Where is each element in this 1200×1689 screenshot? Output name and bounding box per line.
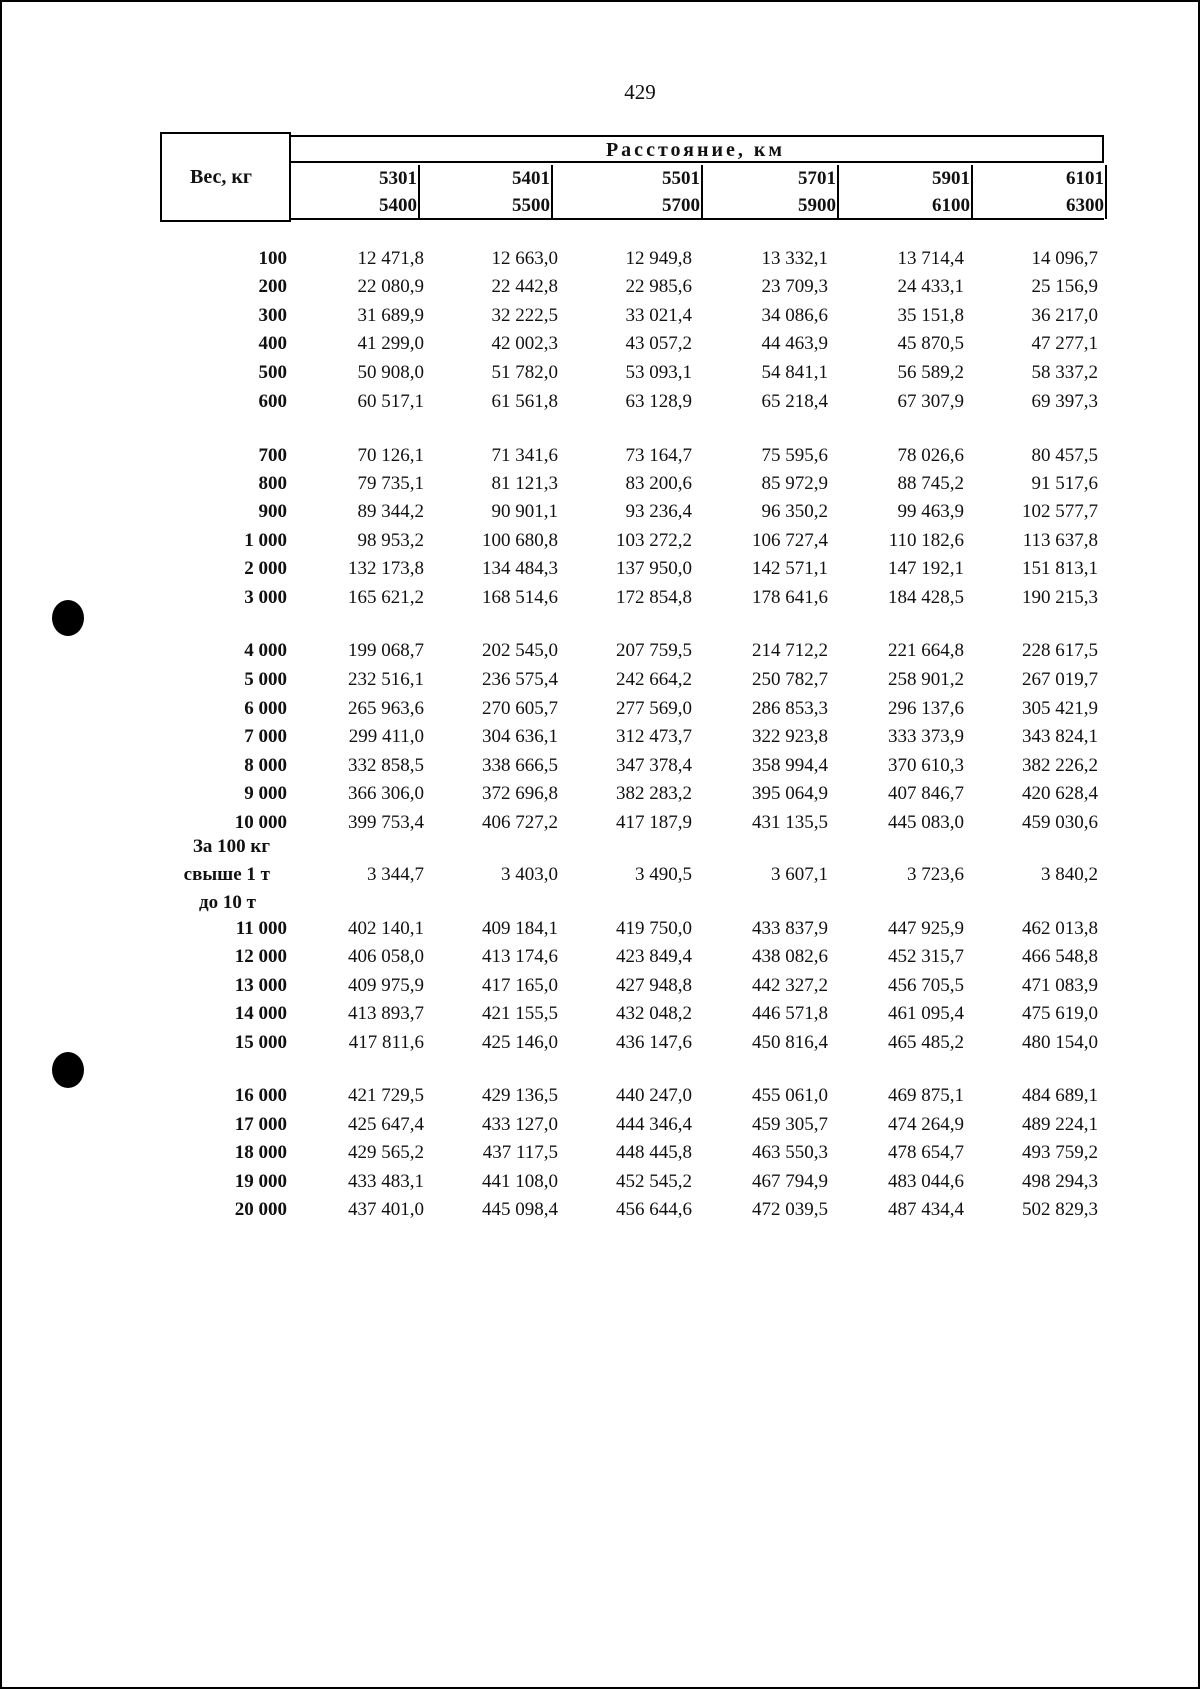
tariff-cell: 168 514,6 [482, 587, 558, 608]
tariff-cell: 31 689,9 [357, 305, 424, 326]
table-row [0, 669, 1200, 695]
tariff-cell: 53 093,1 [625, 362, 692, 383]
table-row [0, 918, 1200, 944]
range-to: 6100 [932, 195, 970, 216]
tariff-cell: 406 727,2 [482, 812, 558, 833]
weight-header-cell [160, 132, 291, 222]
tariff-cell: 102 577,7 [1022, 501, 1098, 522]
table-row [0, 1003, 1200, 1029]
tariff-cell: 221 664,8 [888, 640, 964, 661]
tariff-cell: 296 137,6 [888, 698, 964, 719]
tariff-cell: 421 155,5 [482, 1003, 558, 1024]
table-row [0, 391, 1200, 417]
tariff-cell: 132 173,8 [348, 558, 424, 579]
range-to: 5900 [798, 195, 836, 216]
tariff-cell: 459 305,7 [752, 1114, 828, 1135]
tariff-cell: 33 021,4 [625, 305, 692, 326]
table-row [0, 812, 1200, 838]
tariff-cell: 70 126,1 [357, 445, 424, 466]
tariff-cell: 277 569,0 [616, 698, 692, 719]
tariff-cell: 32 222,5 [491, 305, 558, 326]
tariff-cell: 12 471,8 [357, 248, 424, 269]
tariff-cell: 347 378,4 [616, 755, 692, 776]
weight-cell: 13 000 [234, 975, 287, 996]
weight-cell: 500 [258, 362, 287, 383]
tariff-cell: 465 485,2 [888, 1032, 964, 1053]
weight-cell: 700 [258, 445, 287, 466]
tariff-cell: 56 589,2 [897, 362, 964, 383]
tariff-cell: 358 994,4 [752, 755, 828, 776]
tariff-cell: 63 128,9 [625, 391, 692, 412]
weight-cell: 9 000 [244, 783, 287, 804]
tariff-cell: 433 837,9 [752, 918, 828, 939]
tariff-cell: 312 473,7 [616, 726, 692, 747]
weight-cell: 1 000 [244, 530, 287, 551]
tariff-cell: 178 641,6 [752, 587, 828, 608]
surcharge-cell: 3 723,6 [907, 864, 964, 885]
tariff-cell: 469 875,1 [888, 1085, 964, 1106]
weight-cell: 900 [258, 501, 287, 522]
tariff-cell: 406 058,0 [348, 946, 424, 967]
tariff-cell: 88 745,2 [897, 473, 964, 494]
tariff-cell: 69 397,3 [1031, 391, 1098, 412]
table-header [160, 132, 1104, 220]
tariff-cell: 113 637,8 [1022, 530, 1098, 551]
tariff-cell: 409 975,9 [348, 975, 424, 996]
tariff-cell: 151 813,1 [1022, 558, 1098, 579]
tariff-cell: 447 925,9 [888, 918, 964, 939]
tariff-cell: 413 174,6 [482, 946, 558, 967]
tariff-cell: 502 829,3 [1022, 1199, 1098, 1220]
tariff-cell: 413 893,7 [348, 1003, 424, 1024]
tariff-cell: 455 061,0 [752, 1085, 828, 1106]
tariff-cell: 456 705,5 [888, 975, 964, 996]
tariff-cell: 242 664,2 [616, 669, 692, 690]
table-row [0, 726, 1200, 752]
tariff-cell: 41 299,0 [357, 333, 424, 354]
distance-header-cell [289, 135, 1104, 163]
range-from: 5901 [932, 168, 970, 189]
tariff-cell: 399 753,4 [348, 812, 424, 833]
tariff-cell: 25 156,9 [1031, 276, 1098, 297]
tariff-cell: 13 714,4 [897, 248, 964, 269]
range-from: 6101 [1066, 168, 1104, 189]
tariff-cell: 409 184,1 [482, 918, 558, 939]
weight-cell: 8 000 [244, 755, 287, 776]
tariff-cell: 438 082,6 [752, 946, 828, 967]
tariff-cell: 429 136,5 [482, 1085, 558, 1106]
tariff-cell: 67 307,9 [897, 391, 964, 412]
tariff-cell: 12 949,8 [625, 248, 692, 269]
tariff-cell: 23 709,3 [761, 276, 828, 297]
tariff-cell: 432 048,2 [616, 1003, 692, 1024]
tariff-cell: 480 154,0 [1022, 1032, 1098, 1053]
tariff-cell: 103 272,2 [616, 530, 692, 551]
tariff-cell: 36 217,0 [1031, 305, 1098, 326]
tariff-cell: 98 953,2 [357, 530, 424, 551]
tariff-cell: 93 236,4 [625, 501, 692, 522]
tariff-cell: 338 666,5 [482, 755, 558, 776]
tariff-cell: 444 346,4 [616, 1114, 692, 1135]
tariff-cell: 13 332,1 [761, 248, 828, 269]
table-row [0, 1199, 1200, 1225]
tariff-cell: 147 192,1 [888, 558, 964, 579]
surcharge-row [0, 864, 1200, 890]
tariff-cell: 42 002,3 [491, 333, 558, 354]
tariff-cell: 214 712,2 [752, 640, 828, 661]
weight-cell: 600 [258, 391, 287, 412]
tariff-cell: 483 044,6 [888, 1171, 964, 1192]
tariff-cell: 165 621,2 [348, 587, 424, 608]
tariff-cell: 433 127,0 [482, 1114, 558, 1135]
table-row [0, 946, 1200, 972]
tariff-cell: 89 344,2 [357, 501, 424, 522]
table-row [0, 975, 1200, 1001]
tariff-cell: 14 096,7 [1031, 248, 1098, 269]
table-row [0, 1032, 1200, 1058]
table-row [0, 473, 1200, 499]
tariff-cell: 419 750,0 [616, 918, 692, 939]
tariff-cell: 12 663,0 [491, 248, 558, 269]
tariff-cell: 332 858,5 [348, 755, 424, 776]
tariff-cell: 433 483,1 [348, 1171, 424, 1192]
tariff-cell: 106 727,4 [752, 530, 828, 551]
tariff-cell: 445 083,0 [888, 812, 964, 833]
table-row [0, 640, 1200, 666]
weight-cell: 4 000 [244, 640, 287, 661]
table-row [0, 755, 1200, 781]
weight-cell: 200 [258, 276, 287, 297]
weight-cell: 800 [258, 473, 287, 494]
weight-header-label: Вес, кг [190, 166, 252, 188]
tariff-cell: 51 782,0 [491, 362, 558, 383]
distance-range-5 [846, 165, 973, 219]
tariff-cell: 299 411,0 [348, 726, 424, 747]
tariff-cell: 467 794,9 [752, 1171, 828, 1192]
tariff-cell: 436 147,6 [616, 1032, 692, 1053]
tariff-cell: 58 337,2 [1031, 362, 1098, 383]
surcharge-label-line: до 10 т [199, 892, 256, 913]
tariff-cell: 236 575,4 [482, 669, 558, 690]
table-row [0, 558, 1200, 584]
table-row [0, 1114, 1200, 1140]
tariff-cell: 207 759,5 [616, 640, 692, 661]
tariff-cell: 110 182,6 [888, 530, 964, 551]
table-row [0, 305, 1200, 331]
table-row [0, 698, 1200, 724]
surcharge-cell: 3 344,7 [367, 864, 424, 885]
tariff-cell: 43 057,2 [625, 333, 692, 354]
table-row [0, 1171, 1200, 1197]
tariff-cell: 407 846,7 [888, 783, 964, 804]
tariff-cell: 81 121,3 [491, 473, 558, 494]
tariff-cell: 75 595,6 [761, 445, 828, 466]
tariff-cell: 421 729,5 [348, 1085, 424, 1106]
weight-cell: 20 000 [234, 1199, 287, 1220]
tariff-cell: 45 870,5 [897, 333, 964, 354]
tariff-cell: 448 445,8 [616, 1142, 692, 1163]
weight-cell: 17 000 [234, 1114, 287, 1135]
tariff-cell: 265 963,6 [348, 698, 424, 719]
tariff-cell: 172 854,8 [616, 587, 692, 608]
tariff-cell: 142 571,1 [752, 558, 828, 579]
weight-cell: 12 000 [234, 946, 287, 967]
tariff-cell: 498 294,3 [1022, 1171, 1098, 1192]
tariff-cell: 305 421,9 [1022, 698, 1098, 719]
table-row [0, 1085, 1200, 1111]
tariff-cell: 24 433,1 [897, 276, 964, 297]
table-row [0, 501, 1200, 527]
surcharge-label-line: За 100 кг [192, 836, 270, 857]
tariff-cell: 493 759,2 [1022, 1142, 1098, 1163]
tariff-cell: 474 264,9 [888, 1114, 964, 1135]
weight-cell: 15 000 [234, 1032, 287, 1053]
range-from: 5701 [798, 168, 836, 189]
tariff-cell: 85 972,9 [761, 473, 828, 494]
distance-range-6 [980, 165, 1107, 219]
tariff-cell: 459 030,6 [1022, 812, 1098, 833]
punch-hole-top [52, 600, 84, 636]
tariff-cell: 60 517,1 [357, 391, 424, 412]
table-row [0, 276, 1200, 302]
weight-cell: 300 [258, 305, 287, 326]
table-row [0, 362, 1200, 388]
tariff-cell: 441 108,0 [482, 1171, 558, 1192]
tariff-cell: 250 782,7 [752, 669, 828, 690]
tariff-cell: 91 517,6 [1031, 473, 1098, 494]
tariff-cell: 423 849,4 [616, 946, 692, 967]
tariff-cell: 475 619,0 [1022, 1003, 1098, 1024]
tariff-cell: 232 516,1 [348, 669, 424, 690]
tariff-cell: 96 350,2 [761, 501, 828, 522]
tariff-cell: 487 434,4 [888, 1199, 964, 1220]
distance-range-4 [710, 165, 839, 219]
table-row [0, 530, 1200, 556]
weight-cell: 3 000 [244, 587, 287, 608]
tariff-cell: 137 950,0 [616, 558, 692, 579]
range-from: 5401 [512, 168, 550, 189]
tariff-cell: 22 985,6 [625, 276, 692, 297]
table-row [0, 248, 1200, 274]
tariff-cell: 50 908,0 [357, 362, 424, 383]
tariff-cell: 437 117,5 [482, 1142, 558, 1163]
table-row [0, 445, 1200, 471]
tariff-cell: 484 689,1 [1022, 1085, 1098, 1106]
distance-range-1 [297, 165, 420, 219]
tariff-cell: 425 146,0 [482, 1032, 558, 1053]
tariff-cell: 34 086,6 [761, 305, 828, 326]
tariff-cell: 456 644,6 [616, 1199, 692, 1220]
page-number: 429 [624, 80, 656, 104]
tariff-cell: 417 811,6 [348, 1032, 424, 1053]
tariff-cell: 452 545,2 [616, 1171, 692, 1192]
tariff-cell: 382 283,2 [616, 783, 692, 804]
tariff-cell: 71 341,6 [491, 445, 558, 466]
tariff-cell: 417 165,0 [482, 975, 558, 996]
table-row [0, 333, 1200, 359]
tariff-cell: 44 463,9 [761, 333, 828, 354]
tariff-cell: 202 545,0 [482, 640, 558, 661]
tariff-cell: 343 824,1 [1022, 726, 1098, 747]
range-from: 5501 [662, 168, 700, 189]
tariff-cell: 78 026,6 [897, 445, 964, 466]
tariff-cell: 437 401,0 [348, 1199, 424, 1220]
tariff-cell: 83 200,6 [625, 473, 692, 494]
punch-hole-bottom [52, 1052, 84, 1088]
distance-range-2 [430, 165, 553, 219]
tariff-cell: 417 187,9 [616, 812, 692, 833]
surcharge-label-line: свыше 1 т [183, 864, 270, 885]
surcharge-cell: 3 403,0 [501, 864, 558, 885]
table-row [0, 587, 1200, 613]
tariff-cell: 79 735,1 [357, 473, 424, 494]
surcharge-cell: 3 840,2 [1041, 864, 1098, 885]
tariff-cell: 382 226,2 [1022, 755, 1098, 776]
tariff-cell: 22 080,9 [357, 276, 424, 297]
table-row [0, 783, 1200, 809]
range-to: 5700 [662, 195, 700, 216]
tariff-cell: 478 654,7 [888, 1142, 964, 1163]
tariff-cell: 134 484,3 [482, 558, 558, 579]
tariff-cell: 366 306,0 [348, 783, 424, 804]
tariff-cell: 22 442,8 [491, 276, 558, 297]
tariff-cell: 304 636,1 [482, 726, 558, 747]
weight-cell: 10 000 [234, 812, 287, 833]
tariff-cell: 270 605,7 [482, 698, 558, 719]
tariff-cell: 461 095,4 [888, 1003, 964, 1024]
tariff-cell: 429 565,2 [348, 1142, 424, 1163]
tariff-cell: 462 013,8 [1022, 918, 1098, 939]
tariff-cell: 471 083,9 [1022, 975, 1098, 996]
surcharge-cell: 3 490,5 [635, 864, 692, 885]
header-bottom-rule [289, 218, 1104, 220]
tariff-cell: 472 039,5 [752, 1199, 828, 1220]
distance-header-title: Расстояние, км [605, 139, 786, 161]
tariff-cell: 35 151,8 [897, 305, 964, 326]
tariff-cell: 333 373,9 [888, 726, 964, 747]
weight-cell: 2 000 [244, 558, 287, 579]
tariff-cell: 190 215,3 [1022, 587, 1098, 608]
tariff-cell: 425 647,4 [348, 1114, 424, 1135]
weight-cell: 16 000 [234, 1085, 287, 1106]
tariff-cell: 228 617,5 [1022, 640, 1098, 661]
tariff-cell: 54 841,1 [761, 362, 828, 383]
tariff-cell: 445 098,4 [482, 1199, 558, 1220]
tariff-cell: 442 327,2 [752, 975, 828, 996]
weight-cell: 100 [258, 248, 287, 269]
tariff-cell: 61 561,8 [491, 391, 558, 412]
tariff-cell: 427 948,8 [616, 975, 692, 996]
table-row [0, 1142, 1200, 1168]
tariff-cell: 80 457,5 [1031, 445, 1098, 466]
range-to: 6300 [1066, 195, 1104, 216]
tariff-cell: 184 428,5 [888, 587, 964, 608]
weight-cell: 400 [258, 333, 287, 354]
tariff-cell: 73 164,7 [625, 445, 692, 466]
tariff-cell: 258 901,2 [888, 669, 964, 690]
weight-cell: 18 000 [234, 1142, 287, 1163]
range-to: 5500 [512, 195, 550, 216]
weight-cell: 19 000 [234, 1171, 287, 1192]
tariff-cell: 450 816,4 [752, 1032, 828, 1053]
tariff-cell: 431 135,5 [752, 812, 828, 833]
tariff-cell: 267 019,7 [1022, 669, 1098, 690]
weight-cell: 7 000 [244, 726, 287, 747]
tariff-cell: 402 140,1 [348, 918, 424, 939]
surcharge-cell: 3 607,1 [771, 864, 828, 885]
tariff-cell: 466 548,8 [1022, 946, 1098, 967]
tariff-cell: 286 853,3 [752, 698, 828, 719]
tariff-cell: 100 680,8 [482, 530, 558, 551]
tariff-cell: 370 610,3 [888, 755, 964, 776]
tariff-cell: 395 064,9 [752, 783, 828, 804]
distance-range-3 [560, 165, 703, 219]
tariff-cell: 99 463,9 [897, 501, 964, 522]
tariff-cell: 322 923,8 [752, 726, 828, 747]
tariff-cell: 452 315,7 [888, 946, 964, 967]
weight-cell: 6 000 [244, 698, 287, 719]
tariff-cell: 446 571,8 [752, 1003, 828, 1024]
weight-cell: 14 000 [234, 1003, 287, 1024]
range-from: 5301 [379, 168, 417, 189]
tariff-cell: 65 218,4 [761, 391, 828, 412]
tariff-cell: 199 068,7 [348, 640, 424, 661]
range-to: 5400 [379, 195, 417, 216]
tariff-cell: 440 247,0 [616, 1085, 692, 1106]
tariff-cell: 420 628,4 [1022, 783, 1098, 804]
weight-cell: 5 000 [244, 669, 287, 690]
weight-cell: 11 000 [235, 918, 287, 939]
tariff-cell: 90 901,1 [491, 501, 558, 522]
tariff-cell: 372 696,8 [482, 783, 558, 804]
tariff-cell: 47 277,1 [1031, 333, 1098, 354]
tariff-cell: 463 550,3 [752, 1142, 828, 1163]
tariff-cell: 489 224,1 [1022, 1114, 1098, 1135]
